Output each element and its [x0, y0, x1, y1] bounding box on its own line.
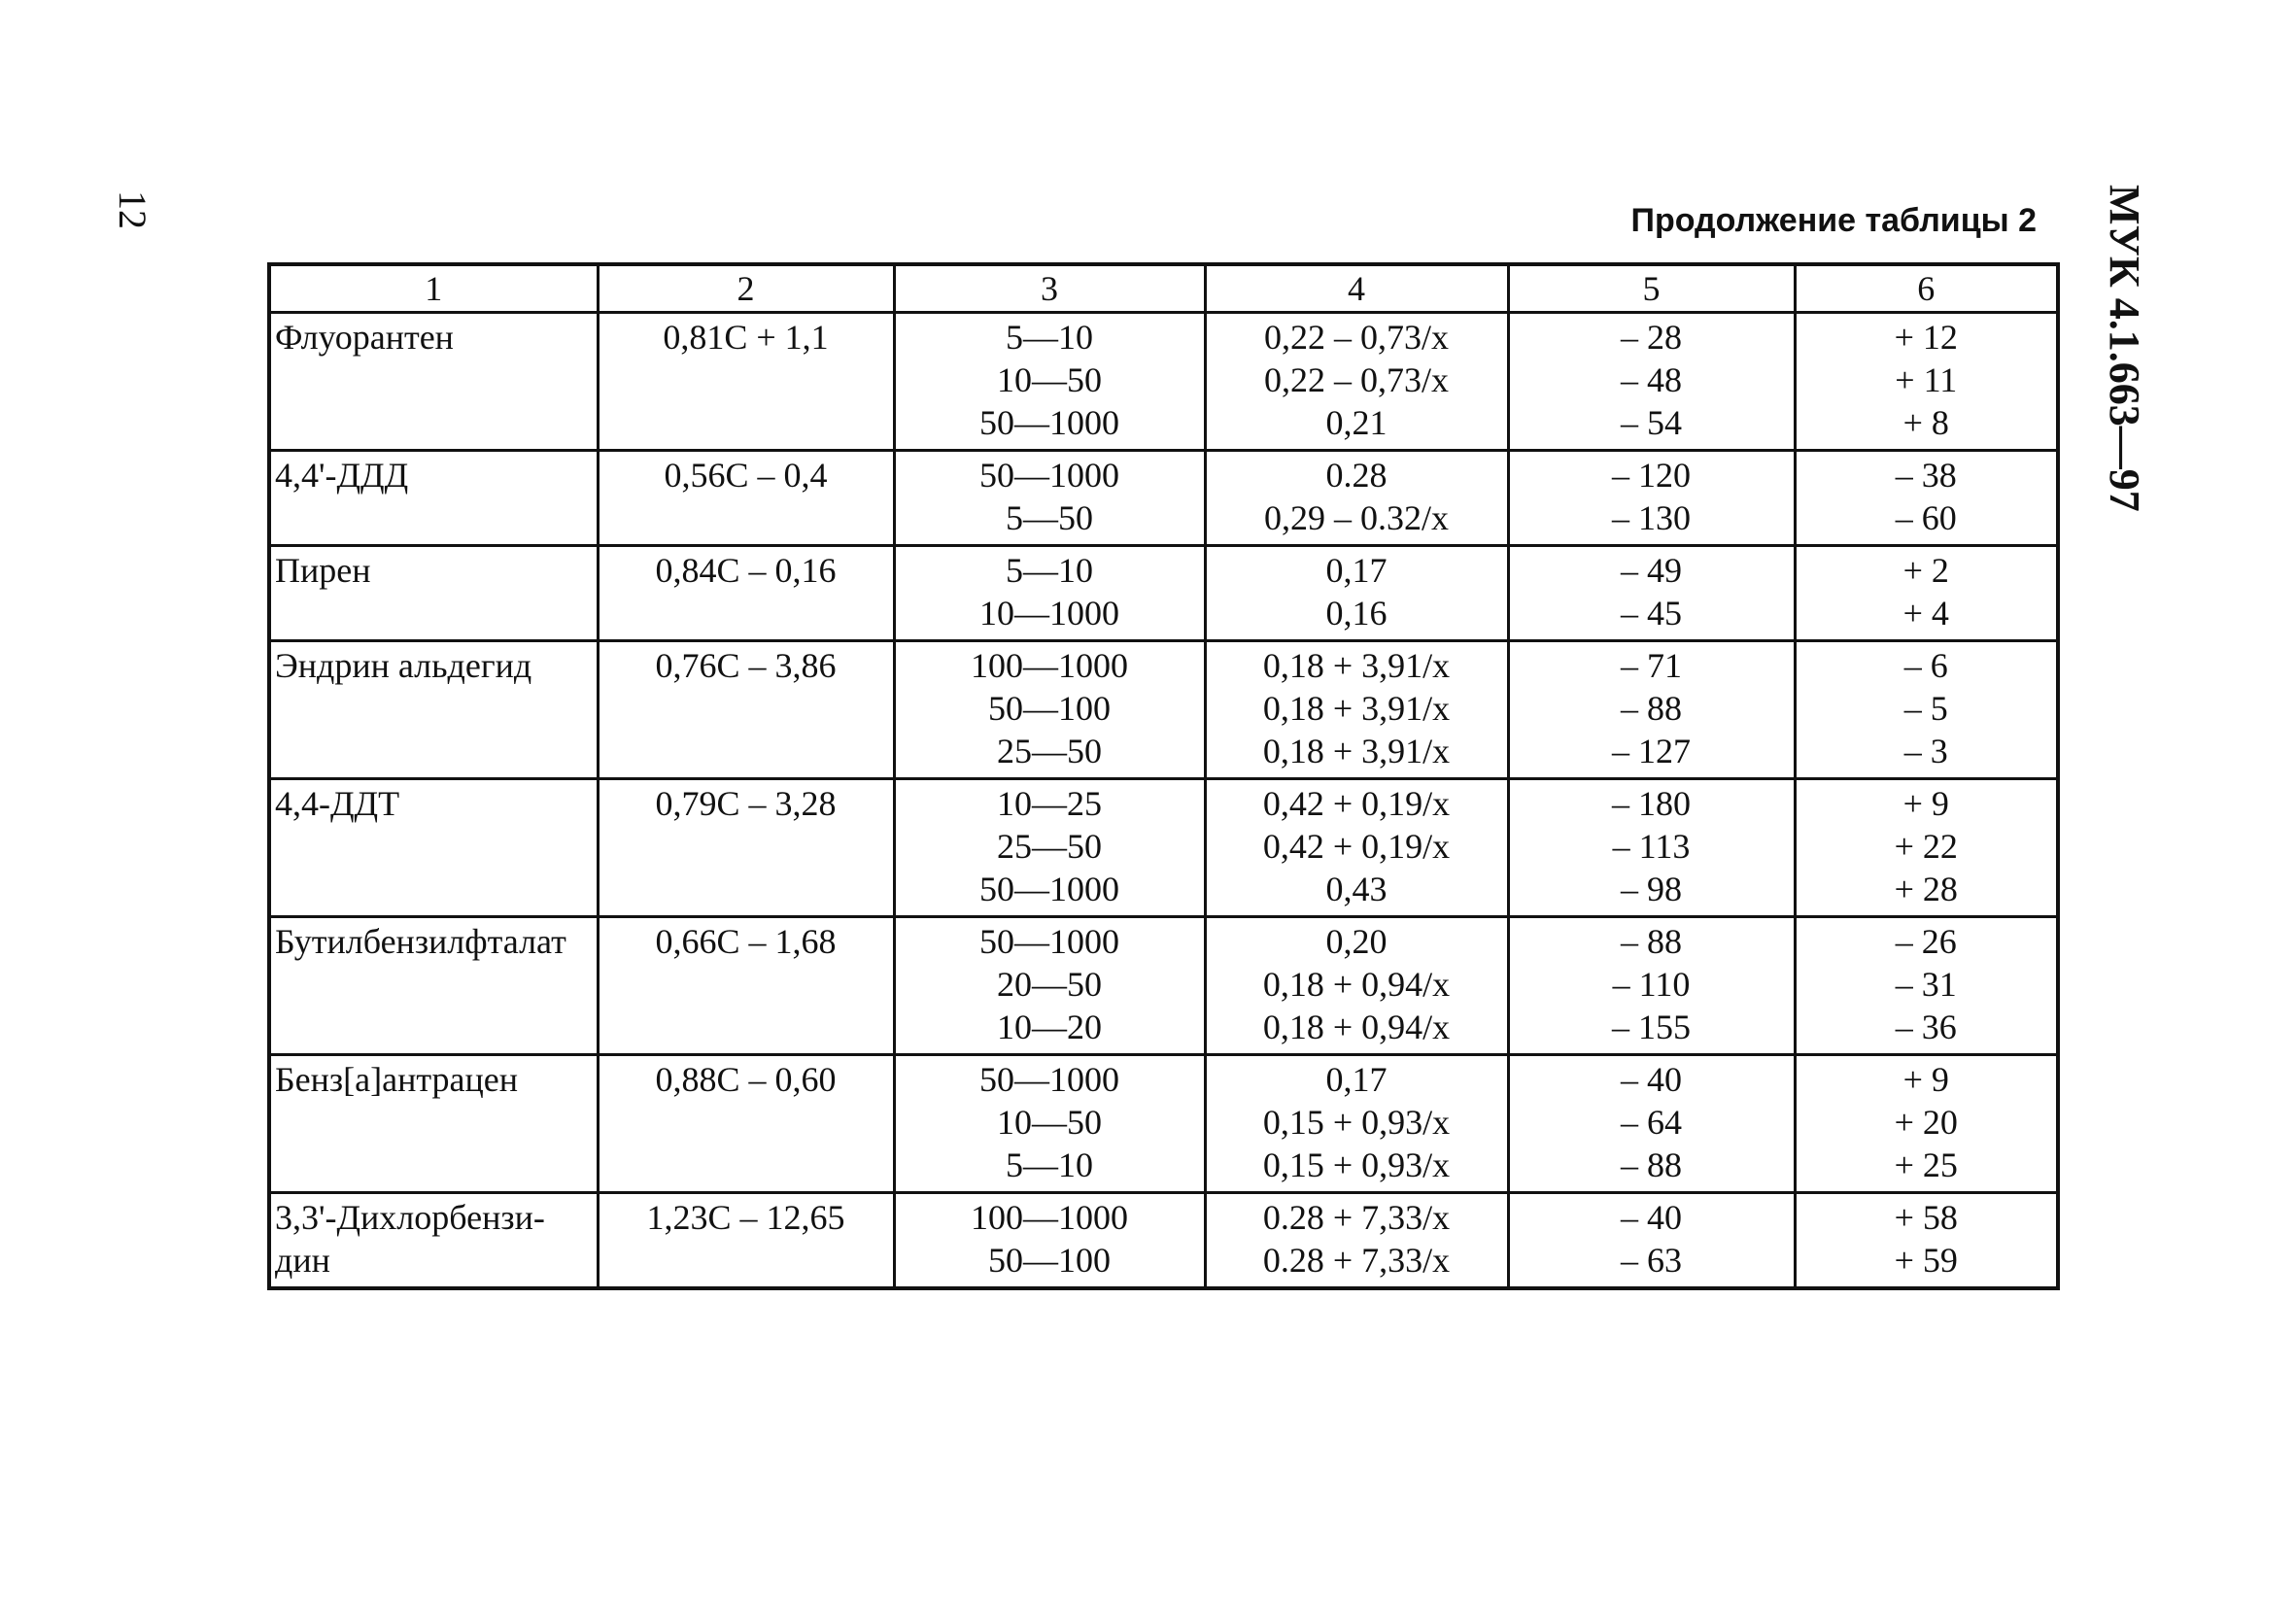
cell-expr: [1205, 313, 1508, 451]
substance-name: 4,4-ДДТ: [269, 779, 598, 917]
substance-name: Флуорантен: [269, 313, 598, 451]
cell-line: 10—20: [997, 1008, 1102, 1046]
cell-c6: [1795, 451, 2058, 546]
cell-line: 50—1000: [979, 1060, 1119, 1099]
substance-name: 3,3'-Дихлорбензи-дин: [269, 1193, 598, 1288]
column-header: 3: [894, 264, 1205, 313]
table-body: [269, 313, 2058, 1288]
cell-line: – 64: [1621, 1103, 1682, 1142]
cell-line: – 88: [1621, 922, 1682, 961]
cell-line: 50—100: [988, 689, 1111, 728]
column-header: 5: [1508, 264, 1795, 313]
cell-c5: [1508, 546, 1795, 641]
cell-c6: [1795, 1193, 2058, 1288]
cell-line: 50—1000: [979, 403, 1119, 442]
cell-line: 0,42 + 0,19/x: [1262, 784, 1451, 823]
cell-expr: [1205, 779, 1508, 917]
substance-name: Эндрин альдегид: [269, 641, 598, 779]
cell-line: – 127: [1612, 732, 1691, 770]
cell-expr: [1205, 451, 1508, 546]
cell-expr: [1205, 1055, 1508, 1193]
cell-c5: [1508, 313, 1795, 451]
cell-line: 25—50: [997, 732, 1102, 770]
cell-c5: [1508, 779, 1795, 917]
cell-line: – 120: [1612, 456, 1691, 495]
calibration-formula: 0,84С – 0,16: [598, 546, 894, 641]
column-header: 1: [269, 264, 598, 313]
cell-line: – 3: [1903, 732, 1948, 770]
cell-ranges: [894, 1055, 1205, 1193]
cell-line: + 59: [1894, 1241, 1958, 1280]
cell-line: – 180: [1612, 784, 1691, 823]
cell-line: 0,29 – 0.32/x: [1263, 498, 1449, 537]
cell-ranges: [894, 779, 1205, 917]
cell-line: 0,18 + 0,94/x: [1262, 965, 1451, 1004]
table-row: [269, 1193, 2058, 1288]
column-header: 2: [598, 264, 894, 313]
cell-line: – 5: [1903, 689, 1948, 728]
cell-c6: [1795, 779, 2058, 917]
cell-line: – 155: [1612, 1008, 1691, 1046]
table-row: [269, 451, 2058, 546]
cell-line: – 45: [1621, 594, 1682, 633]
cell-c6: [1795, 641, 2058, 779]
cell-line: 5—10: [1006, 551, 1093, 590]
cell-line: – 38: [1895, 456, 1957, 495]
substance-name: Бенз[а]антрацен: [269, 1055, 598, 1193]
table-caption: Продолжение таблицы 2: [1630, 202, 2037, 239]
page-number: 12: [111, 190, 154, 229]
cell-ranges: [894, 917, 1205, 1055]
table-row: [269, 917, 2058, 1055]
cell-line: – 130: [1612, 498, 1691, 537]
calibration-formula: 1,23С – 12,65: [598, 1193, 894, 1288]
table-header-row: [269, 264, 2058, 313]
cell-line: – 40: [1621, 1060, 1682, 1099]
calibration-formula: 0,76С – 3,86: [598, 641, 894, 779]
cell-line: – 36: [1895, 1008, 1957, 1046]
cell-line: 20—50: [997, 965, 1102, 1004]
cell-line: 0,15 + 0,93/x: [1262, 1103, 1451, 1142]
calibration-formula: 0,88С – 0,60: [598, 1055, 894, 1193]
cell-line: 10—1000: [979, 594, 1119, 633]
cell-line: 50—100: [988, 1241, 1111, 1280]
substance-name: Пирен: [269, 546, 598, 641]
cell-line: – 63: [1621, 1241, 1682, 1280]
cell-line: 0,15 + 0,93/x: [1262, 1145, 1451, 1184]
cell-line: + 58: [1894, 1198, 1958, 1237]
cell-line: – 60: [1895, 498, 1957, 537]
cell-line: 0.28 + 7,33/x: [1262, 1198, 1451, 1237]
cell-line: – 40: [1621, 1198, 1682, 1237]
cell-expr: [1205, 1193, 1508, 1288]
cell-line: + 28: [1894, 870, 1958, 908]
data-table: [267, 262, 2060, 1290]
calibration-formula: 0,79С – 3,28: [598, 779, 894, 917]
cell-line: – 54: [1621, 403, 1682, 442]
cell-line: + 20: [1894, 1103, 1958, 1142]
cell-line: – 31: [1895, 965, 1957, 1004]
calibration-formula: 0,66С – 1,68: [598, 917, 894, 1055]
cell-c6: [1795, 917, 2058, 1055]
column-header: 4: [1205, 264, 1508, 313]
cell-line: 10—50: [997, 360, 1102, 399]
cell-line: 100—1000: [971, 646, 1128, 685]
cell-line: 0,20: [1325, 922, 1388, 961]
cell-line: 0,18 + 0,94/x: [1262, 1008, 1451, 1046]
cell-line: 0.28: [1325, 456, 1388, 495]
cell-expr: [1205, 641, 1508, 779]
cell-line: – 48: [1621, 360, 1682, 399]
cell-line: 0,18 + 3,91/x: [1262, 732, 1451, 770]
cell-line: 100—1000: [971, 1198, 1128, 1237]
table-row: [269, 641, 2058, 779]
cell-ranges: [894, 451, 1205, 546]
cell-line: 50—1000: [979, 922, 1119, 961]
cell-expr: [1205, 917, 1508, 1055]
cell-ranges: [894, 546, 1205, 641]
cell-line: + 25: [1894, 1145, 1958, 1184]
cell-ranges: [894, 313, 1205, 451]
cell-line: 0,18 + 3,91/x: [1262, 689, 1451, 728]
table-row: [269, 1055, 2058, 1193]
cell-line: 5—50: [1006, 498, 1093, 537]
column-header: 6: [1795, 264, 2058, 313]
cell-line: 0,18 + 3,91/x: [1262, 646, 1451, 685]
cell-c5: [1508, 1055, 1795, 1193]
calibration-formula: 0,56С – 0,4: [598, 451, 894, 546]
cell-expr: [1205, 546, 1508, 641]
cell-line: – 113: [1612, 827, 1691, 866]
calibration-formula: 0,81С + 1,1: [598, 313, 894, 451]
cell-line: – 71: [1621, 646, 1682, 685]
cell-line: 50—1000: [979, 456, 1119, 495]
table-row: [269, 313, 2058, 451]
cell-line: 50—1000: [979, 870, 1119, 908]
cell-line: 0,17: [1325, 1060, 1388, 1099]
cell-line: – 6: [1903, 646, 1948, 685]
cell-c5: [1508, 917, 1795, 1055]
cell-line: – 110: [1612, 965, 1691, 1004]
cell-c6: [1795, 1055, 2058, 1193]
cell-line: + 2: [1902, 551, 1949, 590]
cell-c5: [1508, 451, 1795, 546]
cell-line: – 88: [1621, 689, 1682, 728]
cell-line: 5—10: [1006, 318, 1093, 357]
cell-line: 10—25: [997, 784, 1102, 823]
cell-line: + 12: [1894, 318, 1958, 357]
cell-line: 0,16: [1325, 594, 1388, 633]
cell-line: 0.28 + 7,33/x: [1262, 1241, 1451, 1280]
cell-c5: [1508, 641, 1795, 779]
cell-line: – 98: [1621, 870, 1682, 908]
cell-line: 25—50: [997, 827, 1102, 866]
cell-line: + 22: [1894, 827, 1958, 866]
cell-line: 5—10: [1006, 1145, 1093, 1184]
cell-line: 0,42 + 0,19/x: [1262, 827, 1451, 866]
cell-line: 10—50: [997, 1103, 1102, 1142]
substance-name: 4,4'-ДДД: [269, 451, 598, 546]
cell-line: + 9: [1902, 784, 1949, 823]
cell-ranges: [894, 1193, 1205, 1288]
cell-c6: [1795, 546, 2058, 641]
cell-line: – 88: [1621, 1145, 1682, 1184]
cell-c5: [1508, 1193, 1795, 1288]
substance-name: Бутилбензилфталат: [269, 917, 598, 1055]
cell-line: 0,22 – 0,73/x: [1263, 360, 1449, 399]
document-code: МУК 4.1.663—97: [2101, 185, 2148, 512]
cell-line: – 28: [1621, 318, 1682, 357]
cell-c6: [1795, 313, 2058, 451]
table-row: [269, 546, 2058, 641]
cell-line: 0,43: [1325, 870, 1388, 908]
cell-line: 0,22 – 0,73/x: [1263, 318, 1449, 357]
cell-line: 0,21: [1325, 403, 1388, 442]
cell-ranges: [894, 641, 1205, 779]
cell-line: – 49: [1621, 551, 1682, 590]
table-row: [269, 779, 2058, 917]
cell-line: + 8: [1902, 403, 1949, 442]
cell-line: + 11: [1895, 360, 1958, 399]
cell-line: 0,17: [1325, 551, 1388, 590]
cell-line: – 26: [1895, 922, 1957, 961]
cell-line: + 4: [1902, 594, 1949, 633]
cell-line: + 9: [1902, 1060, 1949, 1099]
